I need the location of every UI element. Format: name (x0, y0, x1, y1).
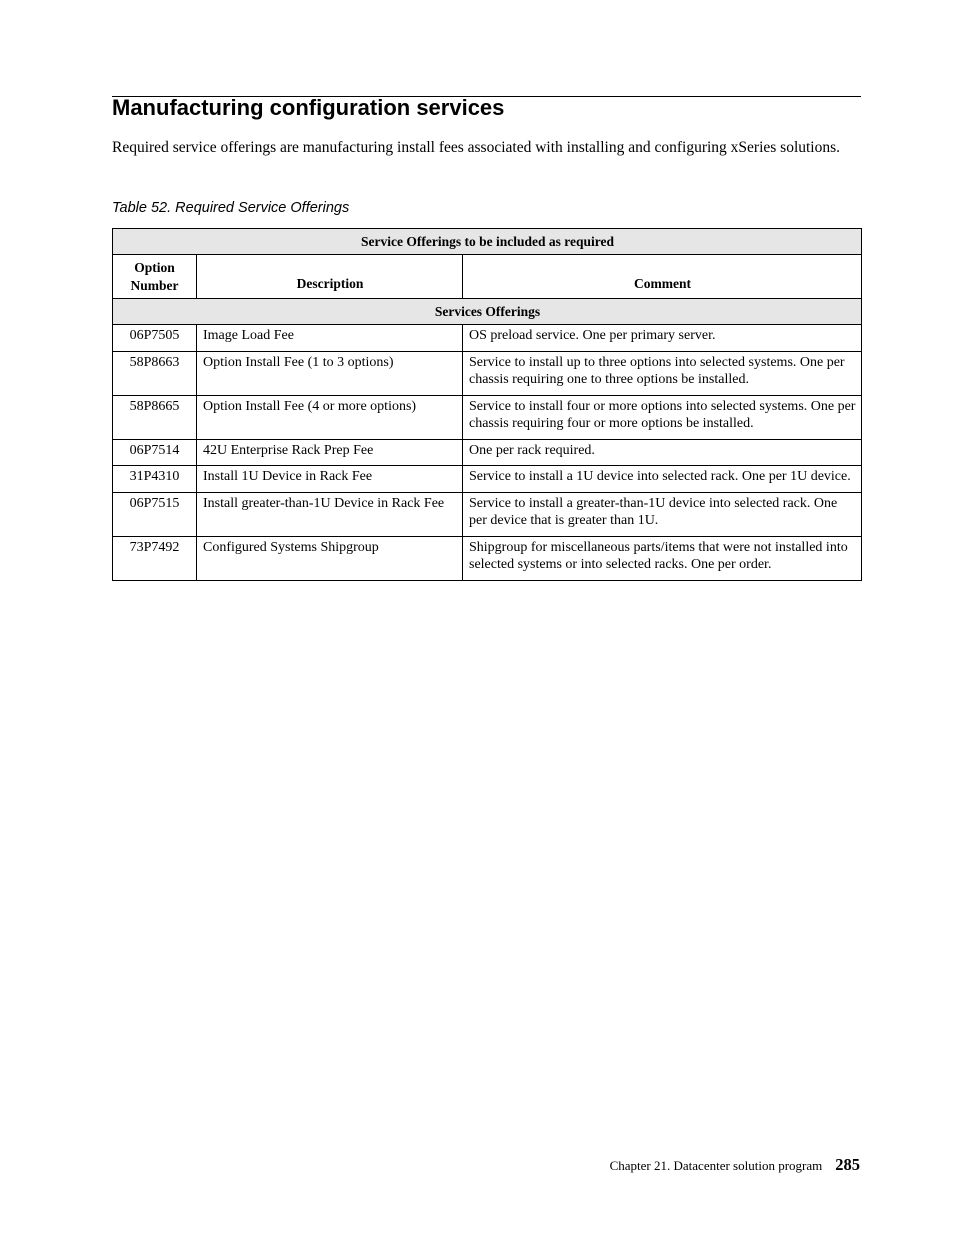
description-cell: Option Install Fee (4 or more options) (197, 395, 463, 439)
table-title-row (113, 229, 862, 255)
option-number-cell: 06P7505 (113, 325, 197, 352)
table-section-label: Services Offerings (113, 299, 862, 325)
column-header-option-number: Option Number (113, 255, 197, 299)
table-row (113, 395, 862, 439)
comment-cell: OS preload service. One per primary server. (463, 325, 862, 352)
page-number: 285 (835, 1155, 860, 1174)
comment-cell: Service to install a 1U device into selected rack. One per 1U device. (463, 466, 862, 493)
table-row (113, 536, 862, 580)
option-number-cell: 73P7492 (113, 536, 197, 580)
comment-cell: Service to install a greater-than-1U device into selected rack. One per device that is greater than 1U. (463, 492, 862, 536)
description-cell: Install 1U Device in Rack Fee (197, 466, 463, 493)
table-row (113, 492, 862, 536)
column-header-row (113, 255, 862, 299)
footer-chapter-title: Chapter 21. Datacenter solution program (609, 1158, 823, 1173)
table-caption: Table 52. Required Service Offerings (112, 200, 350, 216)
column-header-comment: Comment (463, 255, 862, 299)
intro-paragraph: Required service offerings are manufacturing install fees associated with installing and configuring xSeries solutions. (112, 139, 841, 156)
table-row (113, 351, 862, 395)
table-header-title: Service Offerings to be included as required (113, 229, 862, 255)
description-cell: Option Install Fee (1 to 3 options) (197, 351, 463, 395)
description-cell: Configured Systems Shipgroup (197, 536, 463, 580)
comment-cell: Service to install four or more options into selected systems. One per chassis requiring four or more options be installed. (463, 395, 862, 439)
description-cell: Image Load Fee (197, 325, 463, 352)
required-service-offerings-table (112, 228, 862, 581)
option-number-cell: 58P8665 (113, 395, 197, 439)
section-title: Manufacturing configuration services (112, 95, 505, 120)
table-row (113, 439, 862, 466)
option-number-cell: 58P8663 (113, 351, 197, 395)
description-cell: Install greater-than-1U Device in Rack Fee (197, 492, 463, 536)
page-footer (610, 1155, 860, 1176)
description-cell: 42U Enterprise Rack Prep Fee (197, 439, 463, 466)
comment-cell: Shipgroup for miscellaneous parts/items that were not installed into selected systems or into selected racks. One per order. (463, 536, 862, 580)
table-row (113, 325, 862, 352)
comment-cell: One per rack required. (463, 439, 862, 466)
option-number-cell: 06P7514 (113, 439, 197, 466)
column-header-description: Description (197, 255, 463, 299)
option-number-cell: 06P7515 (113, 492, 197, 536)
table-row (113, 466, 862, 493)
comment-cell: Service to install up to three options into selected systems. One per chassis requiring one to three options be installed. (463, 351, 862, 395)
option-number-cell: 31P4310 (113, 466, 197, 493)
table-section-row (113, 299, 862, 325)
